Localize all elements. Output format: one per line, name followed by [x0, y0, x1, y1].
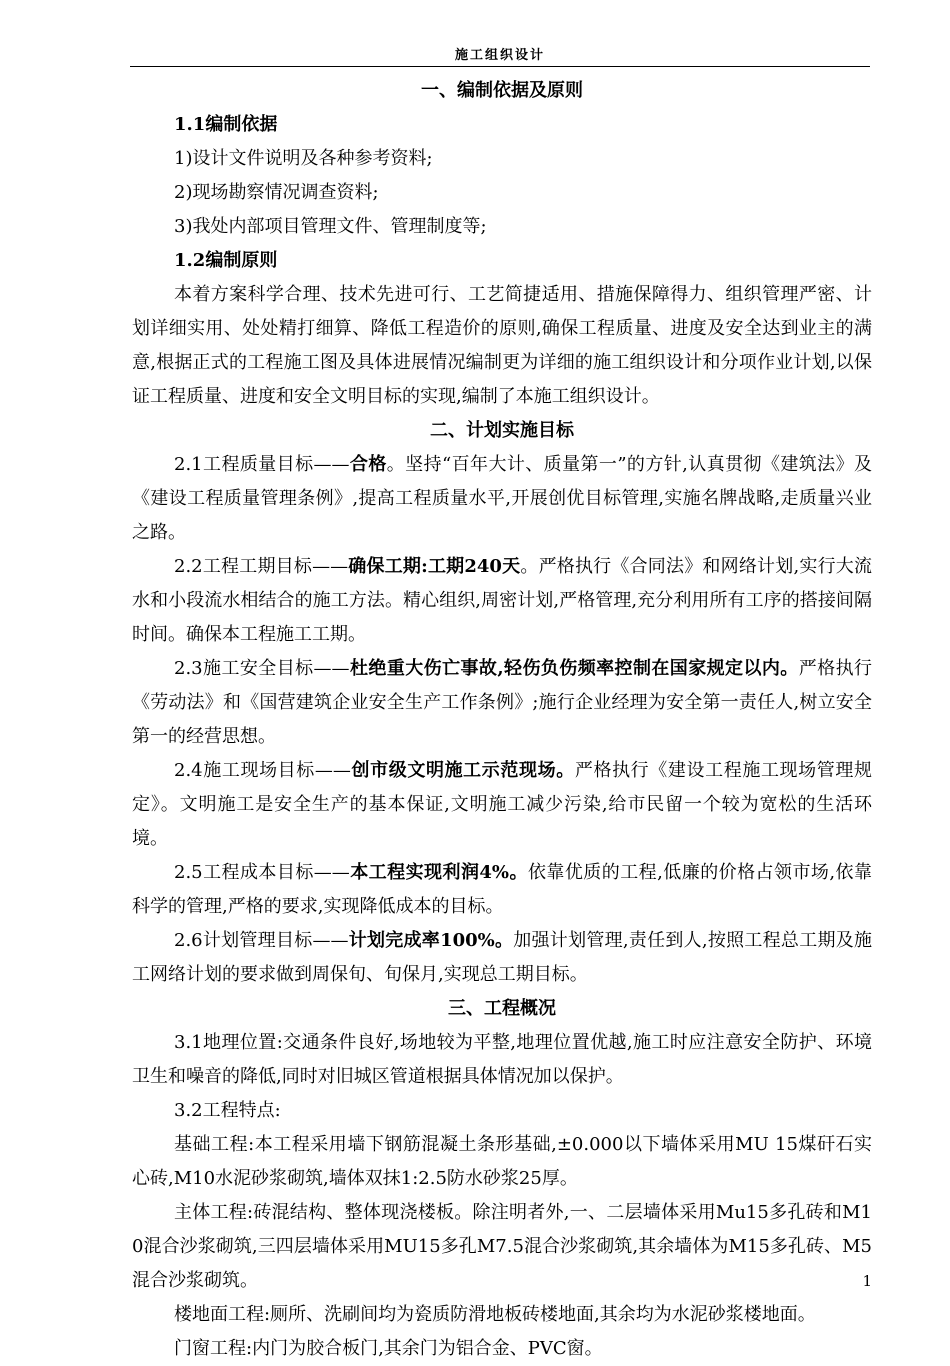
goal-lead: 2.6计划管理目标——	[174, 930, 349, 951]
section-2-title: 二、计划实施目标	[430, 420, 574, 441]
section-1-title: 一、编制依据及原则	[421, 80, 583, 101]
list-item: 1)设计文件说明及各种参考资料;	[174, 148, 433, 169]
paragraph-doors-windows: 门窗工程:内门为胶合板门,其余门为铝合金、PVC窗。	[174, 1338, 603, 1359]
goal-text: 严格执行《建设工程施工现场管理规定》。文明施工是安全生产的基本保证,文明施工减少污染,给市民留一个较为宽松的生活环境。	[132, 760, 872, 849]
document-body	[132, 74, 872, 1366]
goal-lead: 2.5工程成本目标——	[174, 862, 350, 883]
goal-lead: 2.2工程工期目标——	[174, 556, 349, 577]
paragraph-floor: 楼地面工程:厕所、洗刷间均为瓷质防滑地板砖楼地面,其余均为水泥砂浆楼地面。	[174, 1304, 816, 1325]
paragraph-schedule-goal	[132, 550, 872, 652]
paragraph-site-goal	[132, 754, 872, 856]
paragraph-features-heading: 3.2工程特点:	[174, 1100, 281, 1121]
goal-emphasis: 创市级文明施工示范现场。	[350, 760, 575, 781]
paragraph-cost-goal	[132, 856, 872, 924]
paragraph-plan-goal	[132, 924, 872, 992]
goal-lead: 2.3施工安全目标——	[174, 658, 350, 679]
paragraph-main-structure: 主体工程:砖混结构、整体现浇楼板。除注明者外,一、二层墙体采用Mu15多孔砖和M10混合沙浆砌筑,三四层墙体采用MU15多孔M7.5混合沙浆砌筑,其余墙体为M15多孔砖、M5混合沙浆砌筑。	[132, 1202, 872, 1291]
goal-lead: 2.4施工现场目标——	[174, 760, 351, 781]
goal-emphasis: 计划完成率100%。	[348, 930, 514, 951]
paragraph-principles: 本着方案科学合理、技术先进可行、工艺简捷适用、措施保障得力、组织管理严密、计划详细实用、处处精打细算、降低工程造价的原则,确保工程质量、进度及安全达到业主的满意,根据正式的工程施工图及具体进展情况编制更为详细的施工组织设计和分项作业计划,以保证工程质量、进度和安全文明目标的实现,编制了本施工组织设计。	[132, 284, 872, 407]
goal-lead: 2.1工程质量目标——	[174, 454, 350, 475]
list-item: 2)现场勘察情况调查资料;	[174, 182, 379, 203]
goal-emphasis: 确保工期:工期240天	[348, 556, 521, 577]
paragraph-location: 3.1地理位置:交通条件良好,场地较为平整,地理位置优越,施工时应注意安全防护、环境卫生和噪音的降低,同时对旧城区管道根据具体情况加以保护。	[132, 1032, 872, 1087]
section-1-1-title: 1.1编制依据	[174, 114, 278, 135]
goal-text: 。坚持“百年大计、质量第一”的方针,认真贯彻《建筑法》及《建设工程质量管理条例》,提高工程质量水平,开展创优目标管理,实施名牌战略,走质量兴业之路。	[132, 454, 873, 543]
paragraph-foundation: 基础工程:本工程采用墙下钢筋混凝土条形基础,±0.000以下墙体采用MU 15煤矸石实心砖,M10水泥砂浆砌筑,墙体双抹1:2.5防水砂浆25厚。	[132, 1134, 872, 1189]
goal-emphasis: 本工程实现利润4%。	[349, 862, 528, 883]
section-3-title: 三、工程概况	[448, 998, 556, 1019]
paragraph-quality-goal	[132, 448, 872, 550]
page-number: 1	[862, 1272, 872, 1290]
goal-emphasis: 合格	[349, 454, 387, 475]
goal-text: 加强计划管理,责任到人,按照工程总工期及施工网络计划的要求做到周保旬、旬保月,实现总工期目标。	[132, 930, 872, 985]
goal-text: 依靠优质的工程,低廉的价格占领市场,依靠科学的管理,严格的要求,实现降低成本的目标。	[132, 862, 872, 917]
goal-emphasis: 杜绝重大伤亡事故,轻伤负伤频率控制在国家规定以内。	[349, 658, 799, 679]
running-header: 施工组织设计	[454, 48, 545, 63]
goal-text: 严格执行《劳动法》和《国营建筑企业安全生产工作条例》;施行企业经理为安全第一责任人,树立安全第一的经营思想。	[132, 658, 872, 747]
paragraph-safety-goal	[132, 652, 872, 754]
goal-text: 。严格执行《合同法》和网络计划,实行大流水和小段流水相结合的施工方法。精心组织,周密计划,严格管理,充分利用所有工序的搭接间隔时间。确保本工程施工工期。	[132, 556, 872, 645]
section-1-2-title: 1.2编制原则	[174, 250, 278, 271]
list-item: 3)我处内部项目管理文件、管理制度等;	[174, 216, 487, 237]
header-rule	[130, 66, 870, 67]
